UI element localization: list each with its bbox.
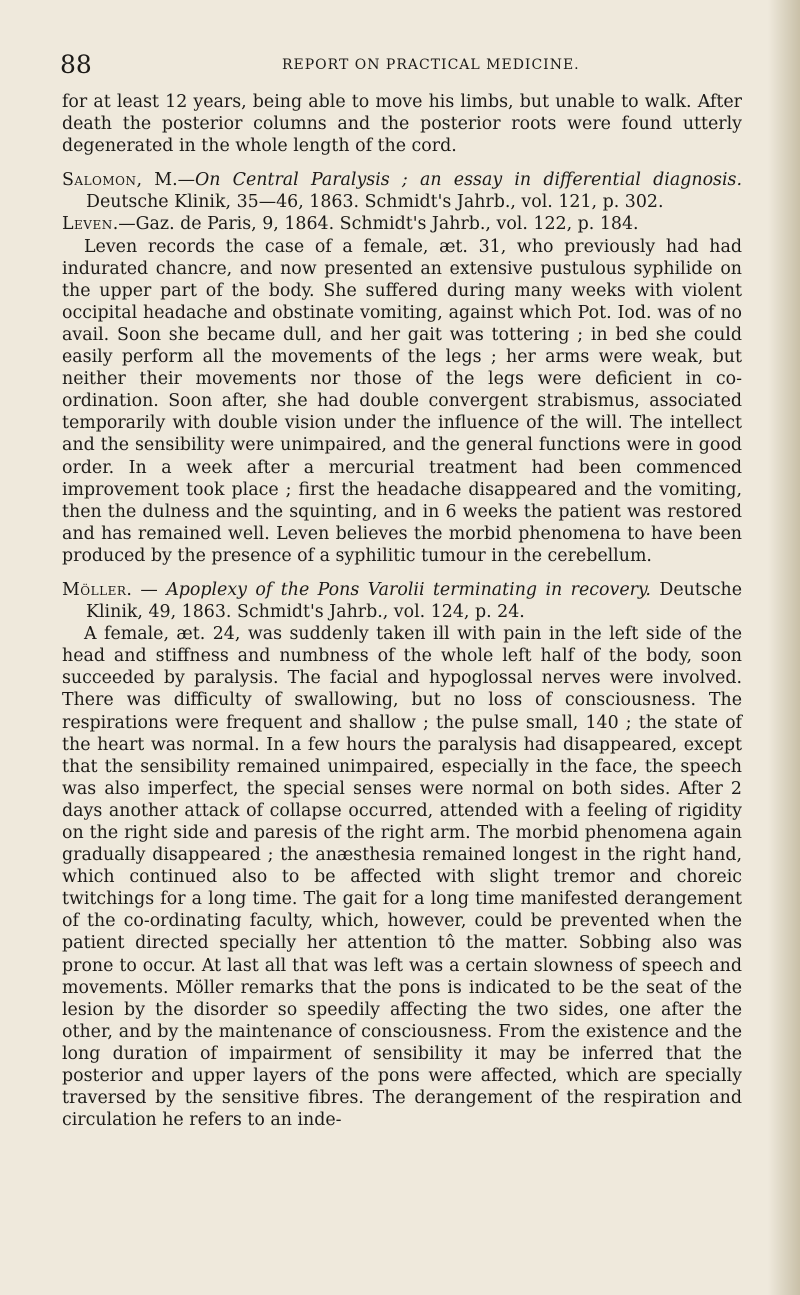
moller-dash: . —: [126, 579, 167, 600]
running-head: REPORT ON PRACTICAL MEDICINE.: [282, 57, 580, 73]
page-header: [60, 50, 740, 80]
salomon-source: Deutsche Klinik, 35—46, 1863. Schmidt's Jahrb., vol. 121, p. 302.: [86, 192, 664, 213]
moller-citation: [62, 579, 742, 623]
moller-source: Deutsche Klinik, 49, 1863. Schmidt's Jahrb., vol. 124, p. 24.: [86, 579, 742, 623]
page-content: [62, 91, 742, 1131]
salomon-author: Salomon: [62, 170, 137, 191]
leven-source: .—Gaz. de Paris, 9, 1864. Schmidt's Jahrb., vol. 122, p. 184.: [112, 214, 639, 235]
moller-author: Möller: [62, 579, 127, 600]
continuation-paragraph: for at least 12 years, being able to move his limbs, but unable to walk. After death the posterior columns and the posterior roots were found utterly degenerated in the whole length of the cord.: [62, 92, 742, 157]
leven-paragraph: Leven records the case of a female, æt. 31, who previously had had indurated chancre, and now presented an extensive pustulous syphilide on the upper part of the body. She suffered during many weeks with violent occipital headache and obstinate vomiting, against which Pot. Iod. was of no avail. Soon she became dull, and her gait was tottering ; in bed she could easily perform all the movements of the legs ; her arms were weak, but neither their movements nor those of the legs were deficient in co-ordination. Soon after, she had double convergent strabismus, associated temporarily with double vision under the influence of the will. The intellect and the sensibility were unimpaired, and the general functions were in good order. In a week after a mercurial treatment had been commenced improvement took place ; first the headache disappeared and the vomiting, then the dulness and the squinting, and in 6 weeks the patient was restored and has remained well. Leven believes the morbid phenomena to have been produced by the presence of a syphilitic tumour in the cerebellum.: [62, 236, 742, 566]
salomon-initial: , M.—: [136, 170, 195, 191]
moller-title: Apoplexy of the Pons Varolii terminating in recovery.: [166, 579, 651, 600]
page-edge-shadow: [768, 0, 800, 1295]
leven-citation: [62, 213, 742, 235]
leven-author: Leven: [62, 214, 113, 235]
moller-paragraph: A female, æt. 24, was suddenly taken ill with pain in the left side of the head and stiffness and numbness of the whole left half of the body, soon succeeded by paralysis. The facial and hypoglossal nerves were involved. There was difficulty of swallowing, but no loss of consciousness. The respirations were frequent and shallow ; the pulse small, 140 ; the state of the heart was normal. In a few hours the paralysis had disappeared, except that the sensibility remained unimpaired, especially in the face, the speech was also imperfect, the special senses were normal on both sides. After 2 days another attack of collapse occurred, attended with a feeling of rigidity on the right side and paresis of the right arm. The morbid phenomena again gradually disappeared ; the anæsthesia remained longest in the right hand, which continued also to be affected with slight tremor and choreic twitchings for a long time. The gait for a long time manifested derangement of the co-ordinating faculty, which, however, could be prevented when the patient directed specially her attention tô the matter. Sobbing also was prone to occur. At last all that was left was a certain slowness of speech and movements. Möller remarks that the pons is indicated to be the seat of the lesion by the disorder so speedily affecting the two sides, one after the other, and by the maintenance of consciousness. From the existence and the long duration of impairment of sensibility it may be inferred that the posterior and upper layers of the pons were affected, which are specially traversed by the sensitive fibres. The derangement of the respiration and circulation he refers to an inde-: [62, 624, 742, 1131]
salomon-citation: [62, 169, 742, 213]
salomon-title: On Central Paralysis ; an essay in differential diagnosis.: [195, 170, 742, 191]
page-number: 88: [60, 50, 92, 79]
